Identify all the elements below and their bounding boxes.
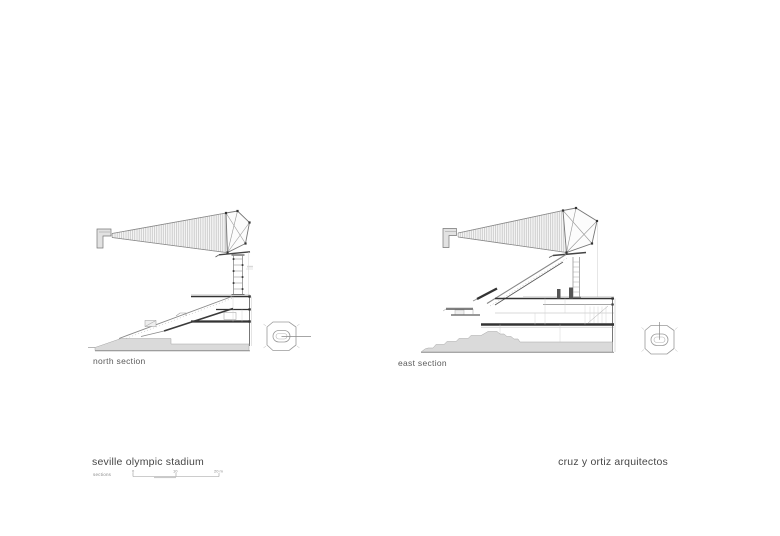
east-section-drawing xyxy=(420,200,695,370)
north-ground-terrain xyxy=(88,339,250,351)
east-key-plan-icon xyxy=(642,322,678,354)
north-section-label: north section xyxy=(93,356,146,366)
east-lower-grandstand xyxy=(443,307,480,315)
north-roof-support-column xyxy=(232,252,254,296)
east-ground-terrain xyxy=(421,332,614,353)
project-title: seville olympic stadium xyxy=(92,456,204,468)
north-key-plan-icon xyxy=(264,322,312,351)
north-grandstand xyxy=(119,297,233,340)
north-section-drawing xyxy=(85,205,320,370)
firm-name: cruz y ortiz arquitectos xyxy=(558,456,668,468)
roof-hatched-wedge xyxy=(112,213,226,253)
roof-hatched-wedge xyxy=(458,211,567,253)
east-roof-truss xyxy=(443,207,598,297)
scale-tick-0: 0 xyxy=(132,468,135,474)
east-stair-detail xyxy=(588,306,608,323)
scale-bar-label: sections xyxy=(93,472,112,477)
north-roof-truss xyxy=(97,210,251,257)
scale-tick-end: 20 m xyxy=(214,468,223,474)
east-section-label: east section xyxy=(398,358,447,368)
scale-tick-mid: 10 xyxy=(173,468,178,474)
north-building-section xyxy=(191,295,251,346)
scale-bar xyxy=(131,468,227,480)
